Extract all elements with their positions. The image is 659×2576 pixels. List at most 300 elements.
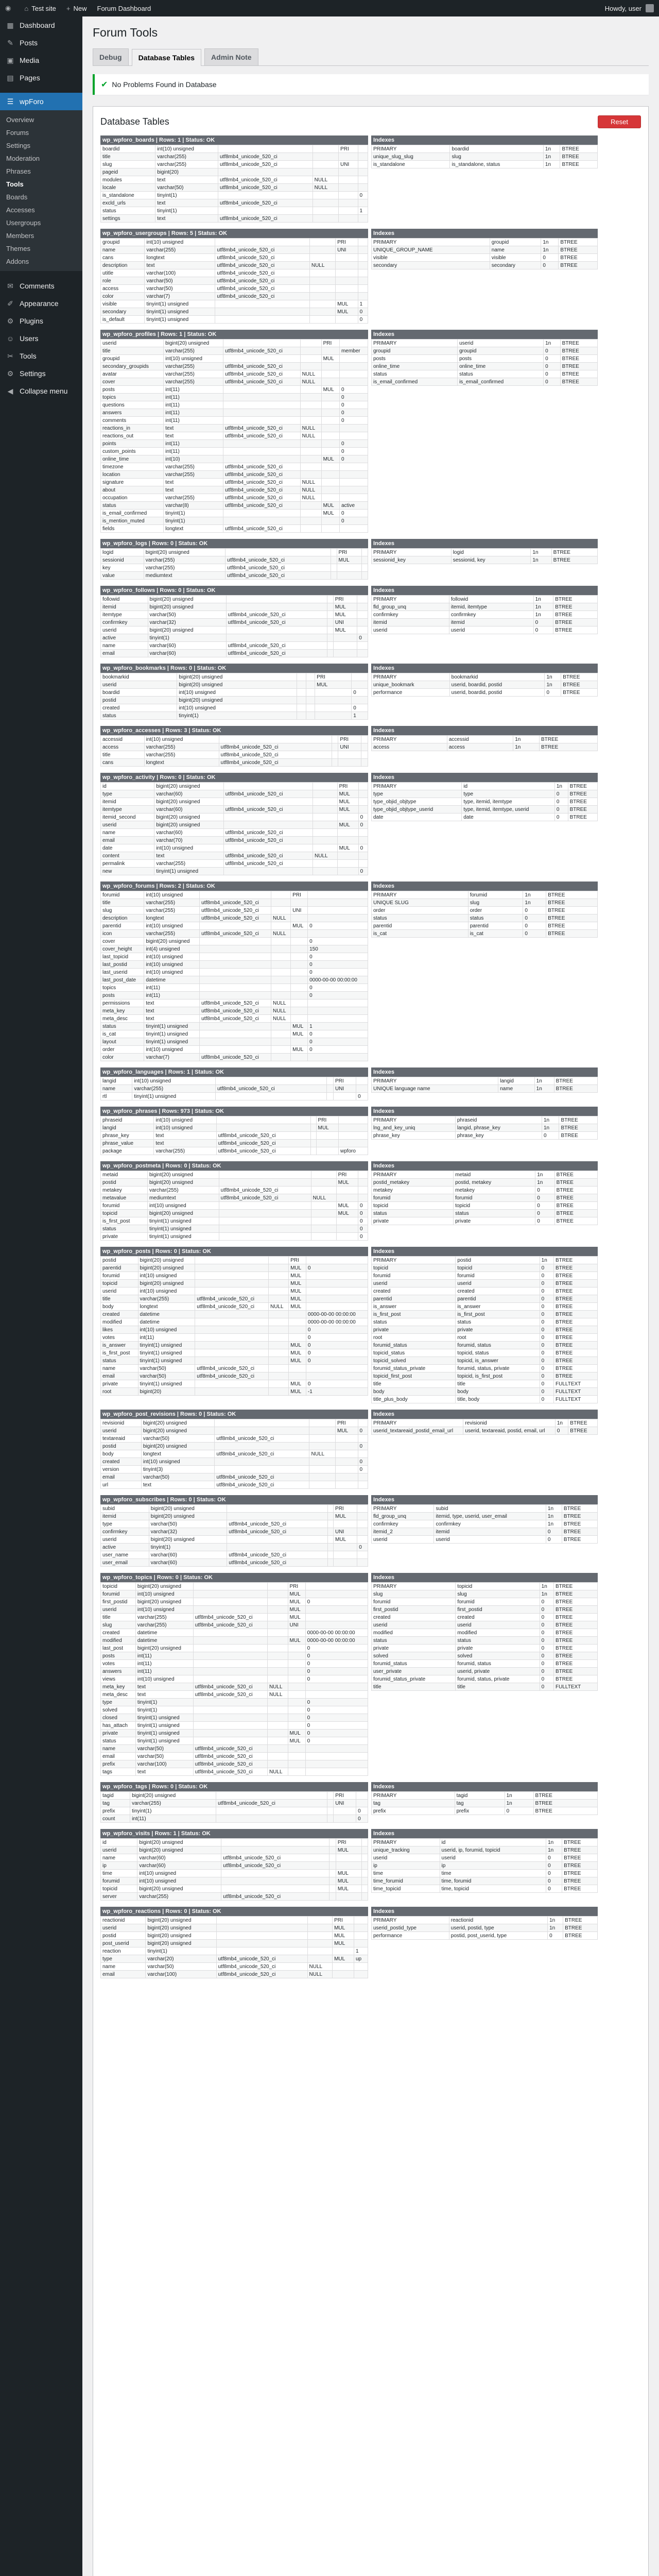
- table-cell: forumid: [454, 1194, 535, 1202]
- table-cell: forumid: [372, 1272, 456, 1280]
- table-cell: date: [462, 814, 555, 821]
- submenu-item-moderation[interactable]: Moderation: [6, 155, 40, 162]
- table-cell: time_forumid: [372, 1877, 440, 1885]
- table-cell: MUL: [334, 1536, 357, 1544]
- table-cell: 1n: [546, 1839, 562, 1846]
- sidebar-item-plugins[interactable]: [0, 312, 82, 330]
- db-table-header: wp_wpforo_subscribes | Rows: 0 | Status: OK: [100, 1495, 368, 1504]
- table-cell: text: [135, 1768, 193, 1776]
- table-cell: [221, 1839, 330, 1846]
- indexes-header: Indexes: [371, 1573, 598, 1582]
- table-cell: varchar(255): [144, 751, 219, 759]
- table-cell: UNI: [291, 907, 308, 914]
- table-cell: MUL: [336, 1210, 358, 1217]
- table-cell: [337, 852, 358, 860]
- table-cell: parentid: [372, 1295, 456, 1303]
- table-row: [101, 1877, 368, 1885]
- table-cell: topicid, status: [456, 1349, 540, 1357]
- table-row: [101, 1760, 368, 1768]
- sidebar-item-appearance[interactable]: [0, 295, 82, 312]
- table-cell: int(10) unsigned: [137, 1877, 221, 1885]
- table-cell: [219, 1225, 311, 1233]
- table-cell: PRI: [338, 736, 361, 743]
- table-cell: NULL: [300, 486, 321, 494]
- table-cell: status: [101, 712, 177, 720]
- table-cell: [300, 417, 321, 425]
- table-cell: [313, 860, 338, 868]
- table-cell: 0: [356, 1815, 368, 1823]
- table-cell: color: [101, 1054, 144, 1061]
- table-row: [101, 269, 368, 277]
- table-cell: [223, 409, 301, 417]
- table-cell: tinyint(1) unsigned: [132, 1093, 216, 1100]
- table-cell: [332, 759, 338, 767]
- table-cell: tinyint(1): [130, 1807, 216, 1815]
- table-cell: [357, 1551, 368, 1559]
- table-row: [372, 619, 598, 626]
- table-cell: created: [372, 1614, 456, 1621]
- table-cell: name: [101, 829, 154, 837]
- sidebar-item-label: Pages: [20, 74, 40, 82]
- sidebar-item-settings[interactable]: [0, 365, 82, 382]
- table-cell: 0: [308, 992, 368, 999]
- table-cell: [330, 1877, 336, 1885]
- table-cell: [193, 1590, 267, 1598]
- table-cell: [338, 1132, 368, 1140]
- table-cell: bigint(20) unsigned: [177, 697, 297, 704]
- table-row: [101, 798, 368, 806]
- indexes-table: [371, 1077, 598, 1093]
- table-cell: int(10) unsigned: [144, 1046, 200, 1054]
- table-row: [101, 153, 368, 161]
- table-cell: [216, 1792, 327, 1800]
- sidebar-item-pages[interactable]: [0, 69, 82, 87]
- table-cell: [361, 572, 368, 580]
- table-row: [101, 673, 368, 681]
- table-cell: topicid: [372, 1264, 456, 1272]
- table-cell: PRI: [339, 145, 358, 153]
- table-cell: varchar(50): [146, 1963, 216, 1971]
- table-cell: 0: [339, 448, 368, 455]
- table-cell: created: [372, 1287, 456, 1295]
- table-cell: int(4) unsigned: [144, 945, 200, 953]
- table-cell: MUL: [337, 806, 358, 814]
- table-cell: [195, 1342, 269, 1349]
- sidebar-item-media[interactable]: [0, 52, 82, 69]
- table-cell: modules: [101, 176, 155, 184]
- comment-icon: ✉: [7, 281, 13, 290]
- indexes-header: Indexes: [371, 1161, 598, 1171]
- table-cell: [313, 215, 338, 223]
- table-row: [372, 1357, 598, 1365]
- table-cell: 0: [535, 1202, 554, 1210]
- table-cell: bookmarkid: [101, 673, 177, 681]
- table-cell: 0: [306, 1326, 368, 1334]
- submenu-item-usergroups[interactable]: Usergroups: [6, 219, 41, 227]
- submenu-item-members[interactable]: Members: [6, 232, 34, 240]
- table-cell: MUL: [291, 922, 308, 930]
- table-cell: varchar(255): [154, 860, 223, 868]
- table-cell: tinyint(1) unsigned: [135, 1714, 193, 1722]
- table-cell: varchar(100): [135, 1760, 193, 1768]
- table-cell: [308, 1007, 368, 1015]
- table-cell: 0: [358, 316, 368, 324]
- table-cell: 0: [358, 844, 368, 852]
- table-cell: pageid: [101, 168, 155, 176]
- table-cell: PRIMARY: [372, 673, 450, 681]
- table-cell: [267, 1660, 288, 1668]
- table-row: [372, 1365, 598, 1372]
- table-cell: BTREE: [568, 1427, 598, 1435]
- submenu-item-forums[interactable]: Forums: [6, 129, 29, 137]
- table-cell: time: [372, 1870, 440, 1877]
- table-cell: 1n: [523, 891, 546, 899]
- table-cell: [226, 549, 331, 556]
- table-cell: [200, 976, 271, 984]
- table-cell: ip: [101, 1862, 137, 1870]
- table-cell: utf8mb4_unicode_520_ci: [223, 806, 313, 814]
- table-row: [101, 1683, 368, 1691]
- table-cell: [305, 1768, 368, 1776]
- table-cell: bigint(20) unsigned: [135, 1645, 193, 1652]
- table-cell: BTREE: [554, 1598, 598, 1606]
- table-cell: 0: [541, 254, 559, 262]
- table-cell: [195, 1311, 269, 1318]
- table-cell: userid, postid, type: [449, 1924, 547, 1932]
- submenu-item-accesses[interactable]: Accesses: [6, 206, 35, 214]
- table-cell: [215, 1093, 326, 1100]
- table-cell: [308, 907, 368, 914]
- table-cell: [358, 1435, 368, 1443]
- table-cell: performance: [372, 689, 450, 697]
- table-cell: varchar(255): [147, 1187, 219, 1194]
- indexes-header: Indexes: [371, 726, 598, 735]
- table-cell: title: [372, 1380, 456, 1388]
- table-cell: [327, 650, 334, 657]
- table-cell: 1n: [533, 611, 553, 619]
- table-cell: bigint(20) unsigned: [137, 1846, 221, 1854]
- table-cell: description: [101, 914, 144, 922]
- table-cell: [271, 1046, 291, 1054]
- wp-logo-icon[interactable]: ◉: [5, 4, 11, 12]
- new-content-link[interactable]: + New: [66, 4, 87, 12]
- sidebar-item-dashboard[interactable]: [0, 16, 82, 34]
- table-cell: bigint(20) unsigned: [148, 596, 226, 603]
- table-cell: tinyint(1): [135, 1706, 193, 1714]
- table-cell: longtext: [138, 1303, 195, 1311]
- table-cell: [215, 1427, 309, 1435]
- table-cell: [291, 969, 308, 976]
- table-row: [372, 1334, 598, 1342]
- table-cell: [339, 432, 368, 440]
- table-cell: 1n: [505, 1792, 533, 1800]
- table-row: [101, 448, 368, 455]
- table-cell: [271, 945, 291, 953]
- table-cell: [297, 712, 306, 720]
- table-cell: utf8mb4_unicode_520_ci: [215, 1481, 309, 1489]
- table-row: [101, 1730, 368, 1737]
- table-cell: [306, 1372, 368, 1380]
- table-cell: count: [101, 1815, 130, 1823]
- table-cell: fields: [101, 525, 164, 533]
- table-cell: followid: [101, 596, 148, 603]
- table-cell: BTREE: [559, 262, 598, 269]
- table-cell: [339, 355, 368, 363]
- table-cell: BTREE: [561, 673, 598, 681]
- table-cell: [336, 1893, 361, 1901]
- submenu-item-boards[interactable]: Boards: [6, 193, 28, 201]
- reset-button[interactable]: Reset: [598, 115, 641, 128]
- table-row: [372, 1280, 598, 1287]
- table-row: [101, 642, 368, 650]
- table-cell: forumid, status: [456, 1342, 540, 1349]
- table-cell: [354, 1917, 368, 1924]
- db-table-block: [100, 1161, 641, 1241]
- table-cell: tinyint(1): [146, 1947, 216, 1955]
- table-cell: MUL: [288, 1590, 305, 1598]
- table-cell: tag: [101, 1800, 130, 1807]
- table-cell: [215, 308, 309, 316]
- table-cell: [219, 1202, 311, 1210]
- table-cell: forumid, status: [456, 1660, 540, 1668]
- table-cell: BTREE: [568, 790, 597, 798]
- table-cell: [300, 363, 321, 370]
- table-cell: [300, 448, 321, 455]
- table-cell: [309, 293, 335, 300]
- table-cell: tinyint(1): [155, 207, 218, 215]
- table-row: [101, 1388, 368, 1396]
- table-cell: varchar(255): [132, 1085, 216, 1093]
- table-cell: performance: [372, 1932, 449, 1940]
- table-cell: [268, 1257, 288, 1264]
- indexes-table: [371, 1838, 598, 1893]
- table-cell: [358, 262, 368, 269]
- table-cell: userid: [449, 626, 533, 634]
- table-cell: [268, 1372, 288, 1380]
- sidebar-item-tools[interactable]: [0, 347, 82, 365]
- table-cell: 0: [535, 1217, 554, 1225]
- table-cell: MUL: [336, 1202, 358, 1210]
- table-cell: [195, 1318, 269, 1326]
- table-cell: int(10) unsigned: [137, 1870, 221, 1877]
- table-cell: [332, 751, 338, 759]
- sidebar-item-label: Plugins: [20, 317, 43, 325]
- table-row: [101, 1660, 368, 1668]
- table-cell: varchar(50): [135, 1753, 193, 1760]
- table-cell: content: [101, 852, 154, 860]
- table-cell: UNIQUE language name: [372, 1085, 498, 1093]
- sidebar-item-label: Settings: [20, 369, 46, 378]
- table-cell: userid: [456, 1621, 540, 1629]
- table-row: [101, 145, 368, 153]
- table-cell: [336, 316, 358, 324]
- table-cell: utf8mb4_unicode_520_ci: [216, 1140, 310, 1147]
- submenu-item-addons[interactable]: Addons: [6, 258, 29, 265]
- table-cell: [335, 1481, 358, 1489]
- table-cell: 0: [544, 347, 561, 355]
- tab-debug[interactable]: Debug: [93, 48, 129, 65]
- table-cell: tag: [455, 1800, 505, 1807]
- table-row: [101, 1303, 368, 1311]
- table-cell: [195, 1287, 269, 1295]
- table-cell: 1: [358, 207, 368, 215]
- table-row: [101, 355, 368, 363]
- table-cell: tinyint(1) unsigned: [138, 1357, 195, 1365]
- table-cell: 0: [540, 1372, 553, 1380]
- table-cell: [310, 1116, 316, 1124]
- table-cell: rtl: [101, 1093, 132, 1100]
- table-cell: utf8mb4_unicode_520_ci: [216, 1800, 327, 1807]
- site-name-link[interactable]: ⌂ Test site: [24, 4, 56, 12]
- submenu-item-phrases[interactable]: Phrases: [6, 167, 31, 175]
- table-cell: name: [101, 1365, 138, 1372]
- table-cell: [300, 409, 321, 417]
- tab-database-tables[interactable]: Database Tables: [132, 49, 201, 66]
- table-row: [101, 494, 368, 502]
- table-cell: reactionid: [449, 1917, 547, 1924]
- table-cell: [337, 868, 358, 875]
- table-cell: [223, 821, 313, 829]
- table-cell: 0: [352, 689, 368, 697]
- table-cell: itemid: [449, 619, 533, 626]
- table-cell: 0: [540, 1675, 553, 1683]
- table-row: [101, 1093, 368, 1100]
- table-row: [372, 806, 598, 814]
- table-cell: [339, 340, 368, 347]
- table-cell: int(11): [135, 1652, 193, 1660]
- table-cell: [305, 1745, 368, 1753]
- table-cell: 0: [358, 1427, 368, 1435]
- sidebar-item-users[interactable]: [0, 330, 82, 347]
- table-row: [372, 1187, 598, 1194]
- table-cell: NULL: [309, 262, 335, 269]
- sidebar-item-collapse-menu[interactable]: [0, 382, 82, 400]
- table-cell: BTREE: [554, 1357, 598, 1365]
- table-cell: [216, 1924, 307, 1932]
- table-cell: [291, 1038, 308, 1046]
- table-row: [372, 743, 598, 751]
- table-cell: BTREE: [561, 689, 598, 697]
- account-menu[interactable]: Howdy, user: [600, 0, 659, 16]
- pin-icon: ✎: [7, 38, 13, 47]
- table-cell: [332, 736, 338, 743]
- table-cell: [309, 269, 335, 277]
- table-cell: forumid: [372, 1194, 454, 1202]
- table-cell: UNI: [334, 1800, 356, 1807]
- table-cell: [288, 1714, 305, 1722]
- table-cell: 0: [358, 1217, 368, 1225]
- submenu-item-overview[interactable]: Overview: [6, 116, 34, 124]
- submenu-item-themes[interactable]: Themes: [6, 245, 30, 252]
- table-cell: MUL: [289, 1357, 306, 1365]
- table-cell: bigint(20): [138, 1388, 195, 1396]
- forum-dashboard-link[interactable]: Forum Dashboard: [97, 4, 151, 12]
- table-cell: NULL: [300, 432, 321, 440]
- table-row: [372, 1318, 598, 1326]
- table-cell: utf8mb4_unicode_520_ci: [218, 184, 313, 192]
- table-cell: NULL: [313, 852, 338, 860]
- indexes-table: [371, 735, 598, 751]
- table-cell: type: [101, 1520, 149, 1528]
- table-row: [101, 783, 368, 790]
- table-cell: MUL: [289, 1295, 306, 1303]
- table-cell: PRIMARY: [372, 1419, 463, 1427]
- table-cell: [357, 626, 368, 634]
- table-row: [372, 1257, 598, 1264]
- table-cell: itemid, type, userid, user_email: [434, 1513, 546, 1520]
- table-cell: BTREE: [554, 1668, 598, 1675]
- table-cell: 1n: [542, 1124, 559, 1132]
- table-cell: MUL: [321, 355, 339, 363]
- table-cell: tinyint(1) unsigned: [138, 1380, 195, 1388]
- table-row: [372, 891, 598, 899]
- table-cell: time, topicid: [440, 1885, 546, 1893]
- table-cell: [336, 1217, 358, 1225]
- table-cell: [193, 1699, 267, 1706]
- submenu-item-tools[interactable]: Tools: [6, 180, 24, 188]
- table-cell: [200, 992, 271, 999]
- table-cell: slug: [456, 1590, 540, 1598]
- table-cell: subid: [434, 1505, 546, 1513]
- table-cell: title: [456, 1683, 540, 1691]
- table-cell: [327, 1085, 334, 1093]
- table-cell: 0: [548, 1932, 563, 1940]
- sidebar-item-comments[interactable]: [0, 277, 82, 295]
- table-cell: [223, 394, 301, 401]
- table-cell: bigint(20) unsigned: [148, 626, 226, 634]
- table-cell: [321, 425, 339, 432]
- table-cell: views: [101, 1675, 136, 1683]
- table-row: [101, 1668, 368, 1675]
- table-row: [101, 440, 368, 448]
- table-cell: [305, 1614, 368, 1621]
- table-cell: text: [141, 1481, 215, 1489]
- table-cell: BTREE: [554, 1287, 598, 1295]
- tab-admin-note[interactable]: Admin Note: [204, 48, 258, 65]
- table-cell: [267, 1614, 288, 1621]
- db-table-block: [100, 1907, 641, 1978]
- table-cell: [333, 1947, 354, 1955]
- table-cell: utf8mb4_unicode_520_ci: [215, 1473, 309, 1481]
- table-cell: int(11): [130, 1815, 216, 1823]
- table-cell: [337, 572, 361, 580]
- table-cell: bigint(20) unsigned: [138, 1257, 195, 1264]
- table-cell: varchar(255): [164, 378, 223, 386]
- table-cell: BTREE: [554, 1372, 598, 1380]
- table-cell: 0: [540, 1637, 553, 1645]
- sidebar-item-wpforo[interactable]: [0, 93, 82, 110]
- table-cell: varchar(50): [145, 277, 215, 285]
- table-cell: topicid: [372, 1202, 454, 1210]
- table-cell: 1: [358, 300, 368, 308]
- table-cell: 1n: [548, 1917, 563, 1924]
- table-cell: [331, 564, 337, 572]
- table-cell: BTREE: [561, 681, 598, 689]
- table-cell: BTREE: [554, 1085, 597, 1093]
- table-row: [101, 486, 368, 494]
- table-cell: userid: [372, 1621, 456, 1629]
- table-cell: [356, 1085, 368, 1093]
- table-cell: [311, 1217, 336, 1225]
- sidebar-item-posts[interactable]: [0, 34, 82, 52]
- table-cell: [193, 1629, 267, 1637]
- table-cell: title: [456, 1380, 540, 1388]
- table-cell: utf8mb4_unicode_520_ci: [193, 1760, 267, 1768]
- submenu-item-settings[interactable]: Settings: [6, 142, 30, 149]
- main-content: [93, 16, 649, 2576]
- table-cell: email: [101, 1971, 146, 1978]
- table-row: [101, 689, 368, 697]
